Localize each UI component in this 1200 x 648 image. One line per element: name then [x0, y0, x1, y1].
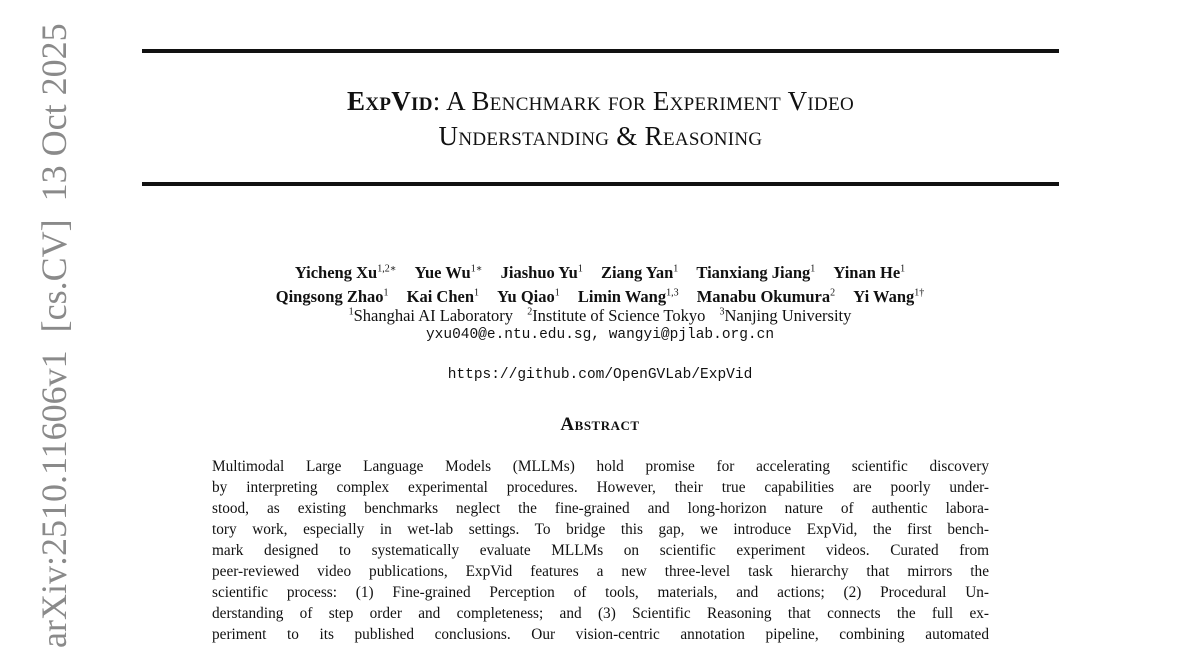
author: Limin Wang$^{1,3}$: [577, 287, 679, 306]
abstract-line: stood, as existing benchmarks neglect the fine-grained and long-horizon nature of authentic labora-: [212, 500, 989, 517]
author: Qingsong Zhao$^1$: [275, 287, 389, 306]
author: Ziang Yan$^1$: [600, 262, 679, 282]
author-list: [160, 258, 1040, 307]
abstract-line: derstanding of step order and completeness; and (3) Scientific Reasoning that connects the full ex-: [212, 605, 989, 622]
abstract-line: Multimodal Large Language Models (MLLMs) hold promise for accelerating scientific discovery: [212, 458, 989, 475]
abstract-line: by interpreting complex experimental procedures. However, their true capabilities are poorly under-: [212, 479, 989, 496]
abstract-line: mark designed to systematically evaluate MLLMs on scientific experiment videos. Curated from: [212, 542, 989, 559]
author-line-1: [160, 258, 1040, 283]
author: Jiashuo Yu$^1$: [500, 262, 583, 282]
author: Yue $Wu^{1∗}$: [414, 262, 483, 282]
title-rule-bottom: [142, 182, 1059, 186]
repo-link[interactable]: https://github.com/OpenGVLab/ExpVid: [447, 367, 753, 383]
author: Kai Chen$^1$: [406, 287, 480, 306]
abstract-body: [212, 456, 989, 648]
title-rule-top: [142, 49, 1059, 53]
affiliation: $^3$Nanjing University: [719, 305, 852, 325]
author: Yicheng $Xu^{1,2∗}$: [294, 262, 397, 282]
arxiv-side-stamp: arXiv:2510.11606v1 [cs.CV] 13 Oct 2025: [34, 23, 74, 648]
abstract-line: tory work, especially in wet-lab settings. To bridge this gap, we introduce ExpVid, the first bench-: [212, 521, 989, 538]
author-emails: yxu040@e.ntu.edu.sg, wangyi@pjlab.org.cn: [425, 327, 775, 343]
paper-title: [142, 84, 1059, 154]
title-line-2: Understanding & Reasoning: [438, 121, 763, 151]
title-line-1: [142, 84, 1059, 119]
abstract-line: periment to its published conclusions. Our vision-centric annotation pipeline, combining automated: [212, 626, 989, 643]
title-name-part: ExpVid: [346, 86, 433, 116]
abstract-line: scientific process: (1) Fine-grained Perception of tools, materials, and actions; (2) Procedural Un-: [212, 584, 989, 601]
author: Yi Wang$^{1\dagger}$: [853, 287, 925, 306]
affiliation: $^1$Shanghai AI Laboratory: [348, 305, 514, 325]
affiliations: [160, 302, 1040, 326]
title-line-1-rest: : A Benchmark for Experiment Video: [432, 86, 855, 116]
author: Yinan He$^1$: [833, 262, 906, 282]
abstract-heading: Abstract: [560, 414, 640, 435]
abstract-line: peer-reviewed video publications, ExpVid features a new three-level task hierarchy that mirrors the: [212, 563, 989, 580]
author: Yu Qiao$^1$: [497, 287, 560, 306]
affiliation: $^2$Institute of Science Tokyo: [527, 305, 706, 325]
author: Tianxiang Jiang$^1$: [696, 262, 816, 282]
author: Manabu Okumura$^2$: [696, 287, 836, 306]
